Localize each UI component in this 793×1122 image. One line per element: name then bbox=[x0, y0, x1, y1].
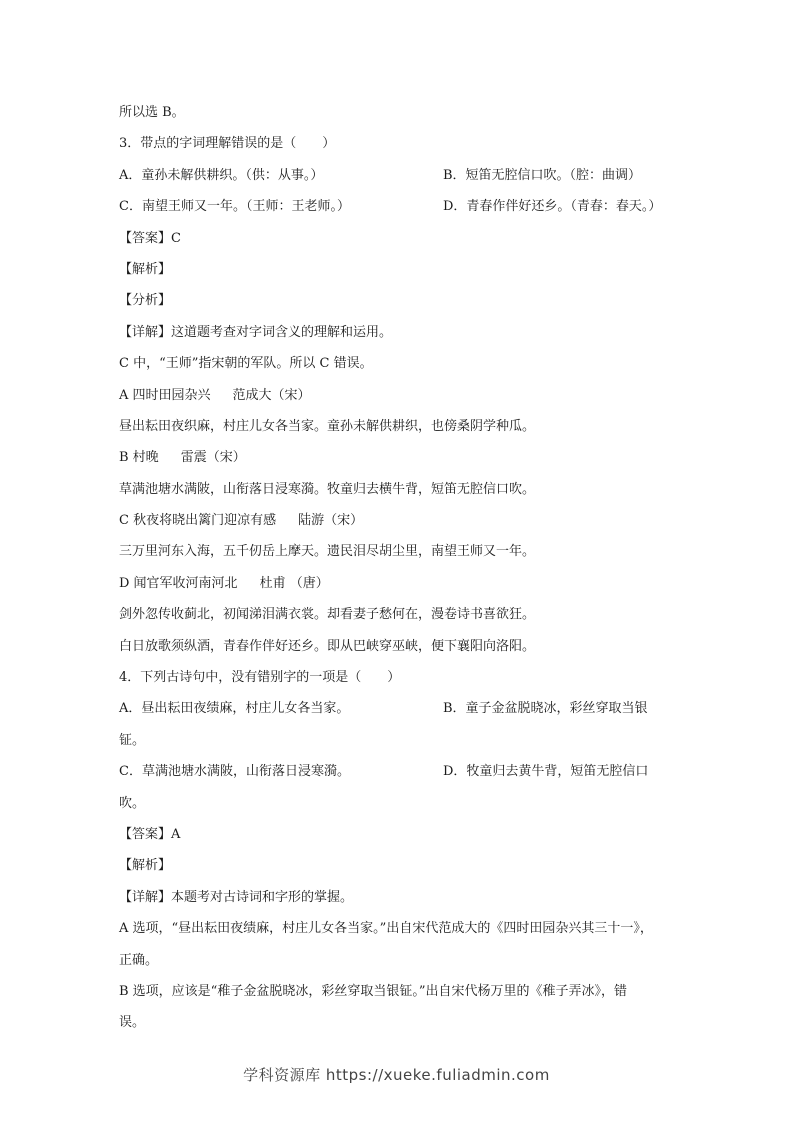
option-d: D．牧童归去黄牛背，短笛无腔信口 bbox=[443, 764, 649, 780]
answer-label: 【答案】C bbox=[119, 230, 181, 246]
poem-text: 白日放歌须纵酒，青春作伴好还乡。即从巴峡穿巫峡，便下襄阳向洛阳。 bbox=[119, 638, 536, 654]
question-4-options-row-2 bbox=[119, 761, 679, 792]
text-line: 正确。 bbox=[119, 952, 159, 968]
poem-title-c bbox=[119, 510, 679, 541]
detail-text: 【详解】这道题考查对字词含义的理解和运用。 bbox=[119, 324, 393, 340]
text-line: 误。 bbox=[119, 1015, 146, 1031]
footer-watermark: 学科资源库 https://xueke.fuliadmin.com bbox=[243, 1066, 550, 1084]
option-c: C．草满池塘水满陂，山衔落日浸寒漪。 bbox=[119, 764, 350, 780]
poem-author: 雷震（宋） bbox=[180, 450, 246, 466]
answer-label: 【答案】A bbox=[119, 826, 181, 842]
question-3-stem: 3．带点的字词理解错误的是（ ） bbox=[119, 136, 336, 152]
poem-author: 范成大（宋） bbox=[232, 387, 311, 403]
option-b: B．短笛无腔信口吹。（腔：曲调） bbox=[443, 167, 642, 183]
detail-text: 【详解】本题考对古诗词和字形的掌握。 bbox=[119, 889, 354, 905]
option-c: C．南望王师又一年。（王师：王老师。） bbox=[119, 199, 350, 215]
poem-text: 昼出耘田夜织麻，村庄儿女各当家。童孙未解供耕织，也傍桑阴学种瓜。 bbox=[119, 418, 536, 434]
question-3-options-row-1 bbox=[119, 165, 679, 196]
option-a: A．童孙未解供耕织。（供：从事。） bbox=[119, 167, 324, 183]
question-4-stem: 4．下列古诗句中，没有错别字的一项是（ ） bbox=[119, 670, 401, 686]
poem-author: 陆游（宋） bbox=[298, 513, 364, 529]
question-4-options-row-1 bbox=[119, 698, 679, 729]
text-line: C 中，“王师”指宋朝的军队。所以 C 错误。 bbox=[119, 356, 373, 372]
text-line: B 选项，应该是“稚子金盆脱晓冰，彩丝穿取当银钲。”出自宋代杨万里的《稚子弄冰》，错 bbox=[119, 983, 627, 999]
poem-author: 杜甫 （唐） bbox=[259, 575, 329, 591]
poem-title: D 闻官军收河南河北 bbox=[119, 575, 238, 591]
analysis-label: 【解析】 bbox=[119, 858, 172, 874]
option-b: B．童子金盆脱晓冰，彩丝穿取当银 bbox=[443, 701, 648, 717]
question-3-options-row-2 bbox=[119, 196, 679, 227]
poem-title: B 村晚 bbox=[119, 450, 159, 466]
text-line: 钲。 bbox=[119, 732, 146, 748]
text-line: A 选项，“昼出耘田夜绩麻，村庄儿女各当家。”出自宋代范成大的《四时田园杂兴其三十一》， bbox=[119, 921, 653, 937]
text-line: 所以选 B。 bbox=[119, 105, 185, 120]
option-d: D．青春作伴好还乡。（青春：春天。） bbox=[443, 199, 662, 215]
poem-text: 剑外忽传收蓟北，初闻涕泪满衣裳。却看妻子愁何在，漫卷诗书喜欲狂。 bbox=[119, 607, 536, 623]
poem-text: 草满池塘水满陂，山衔落日浸寒漪。牧童归去横牛背，短笛无腔信口吹。 bbox=[119, 481, 536, 497]
analysis-label: 【解析】 bbox=[119, 261, 172, 277]
poem-title: C 秋夜将晓出篱门迎凉有感 bbox=[119, 513, 277, 529]
poem-title-d bbox=[119, 573, 679, 604]
fenxi-label: 【分析】 bbox=[119, 293, 172, 309]
document-body bbox=[119, 102, 679, 1044]
option-a: A．昼出耘田夜绩麻，村庄儿女各当家。 bbox=[119, 701, 350, 717]
poem-title: A 四时田园杂兴 bbox=[119, 387, 211, 403]
poem-text: 三万里河东入海，五千仞岳上摩天。遗民泪尽胡尘里，南望王师又一年。 bbox=[119, 544, 536, 560]
poem-title-b bbox=[119, 447, 679, 478]
text-line: 吹。 bbox=[119, 795, 146, 811]
poem-title-a bbox=[119, 385, 679, 416]
